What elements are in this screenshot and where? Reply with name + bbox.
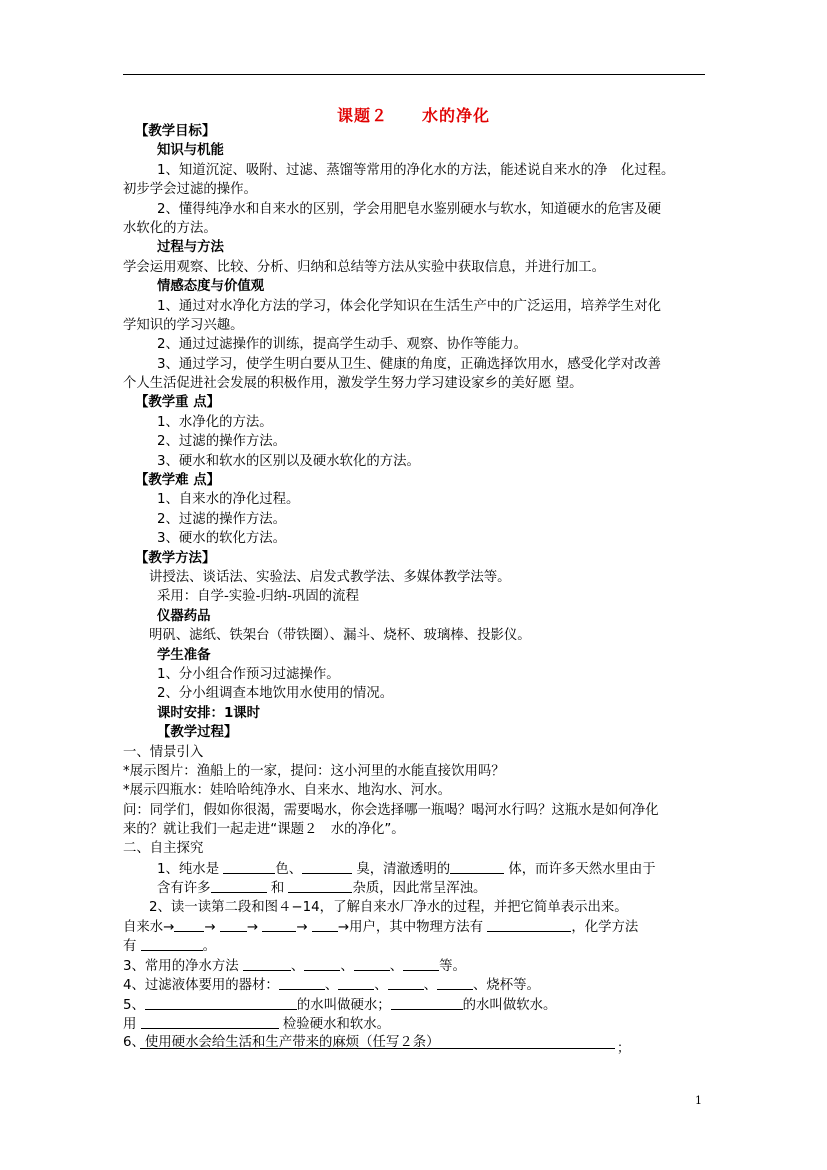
question-5: 5、 的水叫做硬水； 的水叫做软水。 [123, 995, 713, 1014]
answer-semicolon: ； [617, 1041, 631, 1056]
blank-field[interactable] [437, 975, 473, 990]
subheading: 知识与机能 [157, 143, 224, 159]
blank-field[interactable] [145, 995, 297, 1010]
list-item: 2、过滤的操作方法。 [157, 434, 287, 450]
subheading: 学生准备 [157, 647, 211, 663]
text-line: 二、自主探究 [123, 841, 204, 857]
blank-field[interactable] [262, 917, 296, 932]
question-1: 1、纯水是 色、 臭，清澈透明的 体，而许多天然水里由于 [123, 859, 713, 878]
subheading: 过程与方法 [157, 240, 224, 256]
text-line: 1、知道沉淀、吸附、过滤、蒸馏等常用的净化水的方法，能述说自来水的净 化过程。 [157, 162, 675, 178]
blank-field[interactable] [174, 917, 204, 932]
section-heading: 【教学目标】 [135, 124, 216, 139]
blank-field[interactable] [211, 878, 267, 893]
subheading: 课时安排：1课时 [157, 705, 261, 721]
list-item: 3、硬水和软水的区别以及硬水软化的方法。 [157, 453, 420, 469]
blank-field[interactable] [338, 975, 374, 990]
list-item: 1、分小组合作预习过滤操作。 [157, 666, 340, 682]
blank-field[interactable] [141, 936, 203, 951]
blank-field[interactable] [487, 917, 571, 932]
arrow-icon: → [163, 920, 175, 936]
text-line: 学会运用观察、比较、分析、归纳和总结等方法从实验中获取信息，并进行加工。 [123, 259, 606, 275]
text-line: 采用：自学-实验-归纳-巩固的流程 [157, 589, 359, 605]
list-item: 2、分小组调查本地饮用水使用的情况。 [157, 686, 394, 702]
arrow-icon: → [337, 920, 350, 936]
blank-field[interactable] [450, 859, 504, 874]
title-lesson-number: 课题２ [336, 106, 388, 125]
arrow-icon: → [296, 920, 308, 936]
answer-line[interactable] [140, 1048, 615, 1049]
blank-field[interactable] [223, 859, 275, 874]
list-item: 2、过滤的操作方法。 [157, 511, 287, 527]
text-line: *展示四瓶水：娃哈哈纯净水、自来水、地沟水、河水。 [123, 783, 452, 799]
title-lesson-name: 水的净化 [422, 106, 491, 125]
text-line: 来的？就让我们一起走进“课题２ 水的净化”。 [123, 822, 405, 838]
document-body [123, 122, 713, 1053]
text-line: 一、情景引入 [123, 744, 204, 760]
blank-field[interactable] [354, 956, 390, 971]
blank-field[interactable] [391, 995, 463, 1010]
question-3: 3、常用的净水方法 、 、 、 等。 [123, 956, 713, 975]
header-rule [123, 74, 705, 75]
question-2: 2、读一读第二段和图４−14，了解自来水厂净水的过程，并把它简单表示出来。 [149, 899, 628, 915]
section-heading: 【教学方法】 [135, 550, 216, 566]
subheading: 情感态度与价值观 [157, 279, 265, 295]
question-4: 4、过滤液体要用的器材： 、 、 、 、烧杯等。 [123, 975, 713, 994]
section-heading: 【教学过程】 [157, 725, 238, 741]
blank-field[interactable] [243, 956, 291, 971]
blank-field[interactable] [302, 859, 352, 874]
section-heading: 【教学难 点】 [135, 473, 221, 489]
subheading: 仪器药品 [157, 608, 211, 624]
text-line: 3、通过学习，使学生明白要从卫生、健康的角度，正确选择饮用水，感受化学对改善 [157, 356, 661, 372]
text-line: 2、懂得纯净水和自来水的区别，学会用肥皂水鉴别硬水与软水，知道硬水的危害及硬 [157, 201, 661, 217]
text-line: 明矾、滤纸、铁架台（带铁圈）、漏斗、烧杯、玻璃棒、投影仪。 [149, 628, 531, 644]
blank-field[interactable] [403, 956, 439, 971]
text-line: 讲授法、谈话法、实验法、启发式教学法、多媒体教学法等。 [149, 569, 511, 585]
blank-field[interactable] [141, 1014, 279, 1029]
text-line: 问：同学们，假如你很渴，需要喝水，你会选择哪一瓶喝？喝河水行吗？这瓶水是如何净化 [123, 802, 659, 818]
blank-field[interactable] [388, 975, 424, 990]
section-heading: 【教学重 点】 [135, 395, 221, 411]
list-item: 3、硬水的软化方法。 [157, 531, 287, 547]
text-line: 2、通过过滤操作的训练，提高学生动手、观察、协作等能力。 [157, 337, 528, 353]
text-line: 1、通过对水净化方法的学习，体会化学知识在生活生产中的广泛运用，培养学生对化 [157, 298, 661, 314]
page-number: 1 [695, 1094, 702, 1107]
question-5-continued: 用 检验硬水和软水。 [123, 1014, 713, 1033]
blank-field[interactable] [288, 878, 352, 893]
blank-field[interactable] [220, 917, 247, 932]
arrow-icon: → [204, 920, 216, 936]
question-2-end: 有 。 [123, 936, 713, 955]
text-line: 学知识的学习兴趣。 [123, 317, 244, 333]
blank-field[interactable] [279, 975, 325, 990]
blank-field[interactable] [312, 917, 338, 932]
blank-field[interactable] [304, 956, 340, 971]
question-1-continued: 含有许多 和 杂质，因此常呈浑浊。 [123, 878, 713, 897]
list-item: 1、水净化的方法。 [157, 414, 273, 430]
text-line: *展示图片：渔船上的一家，提问：这小河里的水能直接饮用吗？ [123, 763, 505, 779]
text-line: 个人生活促进社会发展的积极作用，激发学生努力学习建设家乡的美好愿 望。 [123, 376, 583, 392]
question-6: 6、使用硬水会给生活和生产带来的麻烦（任写２条） [123, 1035, 440, 1051]
arrow-icon: → [246, 920, 259, 936]
text-line: 初步学会过滤的操作。 [123, 182, 257, 198]
text-line: 水软化的方法。 [123, 220, 217, 236]
question-2-flow: 自来水→ → → → →用户，其中物理方法有 ，化学方法 [123, 917, 713, 936]
list-item: 1、自来水的净化过程。 [157, 492, 300, 508]
